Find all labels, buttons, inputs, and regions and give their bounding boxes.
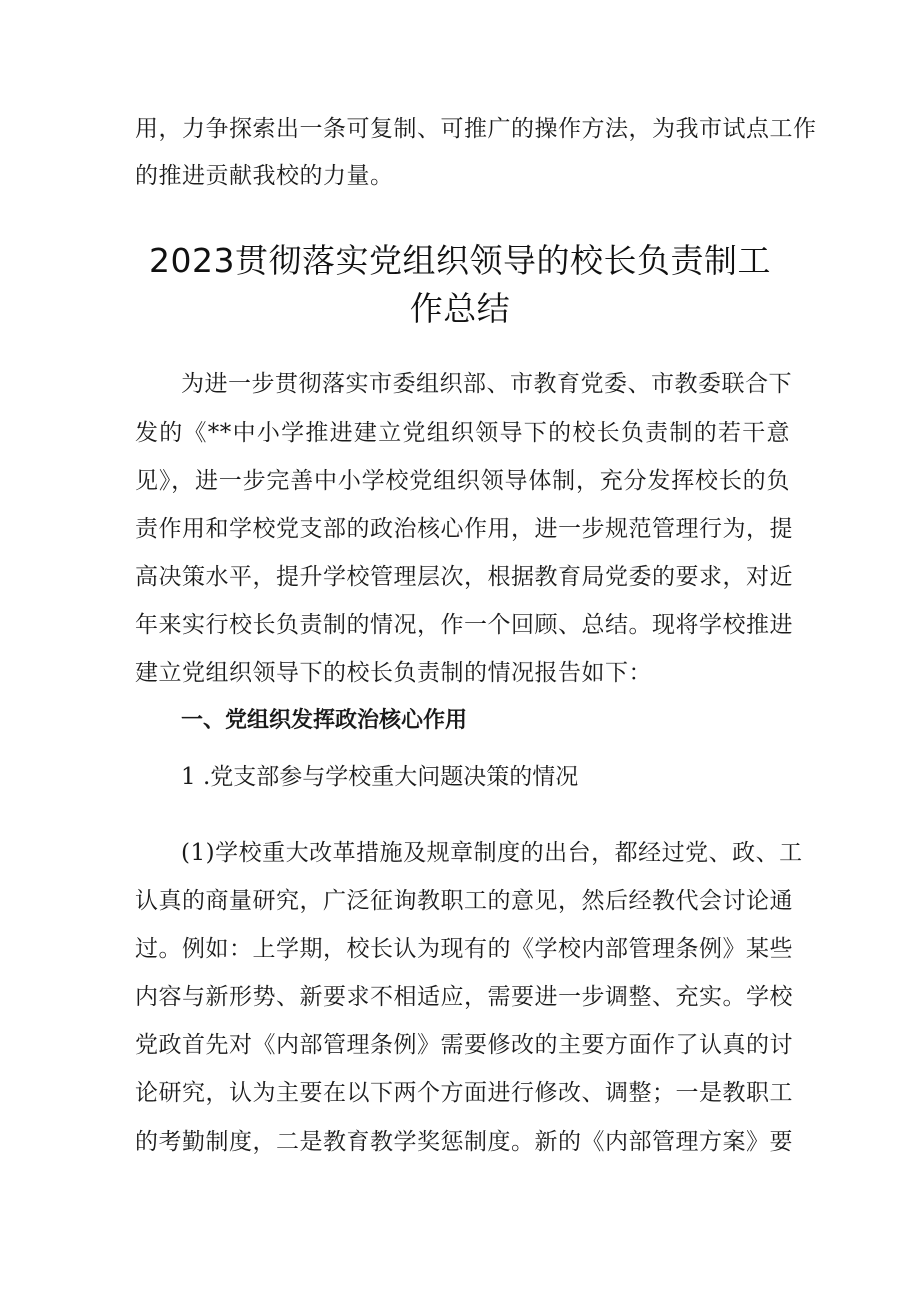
section-1-heading: 一、党组织发挥政治核心作用	[181, 708, 468, 733]
paragraph-2-line-5: 党政首先对《内部管理条例》需要修改的主要方面作了认真的讨	[135, 1032, 793, 1058]
paragraph-2-line-3: 过。例如：上学期，校长认为现有的《学校内部管理条例》某些	[135, 936, 793, 962]
intro-line-1: 用，力争探索出一条可复制、可推广的操作方法，为我市试点工作	[135, 116, 817, 142]
paragraph-1-line-2: 发的《**中小学推进建立党组织领导下的校长负责制的若干意	[135, 420, 790, 446]
paragraph-1-line-1: 为进一步贯彻落实市委组织部、市教育党委、市教委联合下	[181, 371, 792, 397]
document-title-line-2: 作总结	[409, 289, 511, 328]
document-title-line-1: 2023贯彻落实党组织领导的校长负责制工	[149, 241, 771, 280]
intro-line-2: 的推进贡献我校的力量。	[135, 163, 394, 189]
paragraph-2-line-7: 的考勤制度，二是教育教学奖惩制度。新的《内部管理方案》要	[135, 1129, 793, 1155]
paragraph-1-line-4: 责作用和学校党支部的政治核心作用，进一步规范管理行为，提	[135, 516, 793, 542]
paragraph-1-line-7: 建立党组织领导下的校长负责制的情况报告如下：	[135, 660, 652, 686]
paragraph-1-line-5: 高决策水平，提升学校管理层次，根据教育局党委的要求，对近	[135, 564, 793, 590]
paragraph-2-line-4: 内容与新形势、新要求不相适应，需要进一步调整、充实。学校	[135, 984, 793, 1010]
paragraph-1-line-3: 见》，进一步完善中小学校党组织领导体制，充分发挥校长的负	[135, 468, 790, 494]
paragraph-1-line-6: 年来实行校长负责制的情况，作一个回顾、总结。现将学校推进	[135, 612, 793, 638]
paragraph-2-line-1: (1)学校重大改革措施及规章制度的出台，都经过党、政、工	[181, 840, 803, 866]
paragraph-2-line-6: 论研究，认为主要在以下两个方面进行修改、调整；一是教职工	[135, 1080, 793, 1106]
paragraph-2-line-2: 认真的商量研究，广泛征询教职工的意见，然后经教代会讨论通	[135, 888, 793, 914]
subsection-1-heading: 1 .党支部参与学校重大问题决策的情况	[181, 764, 579, 790]
